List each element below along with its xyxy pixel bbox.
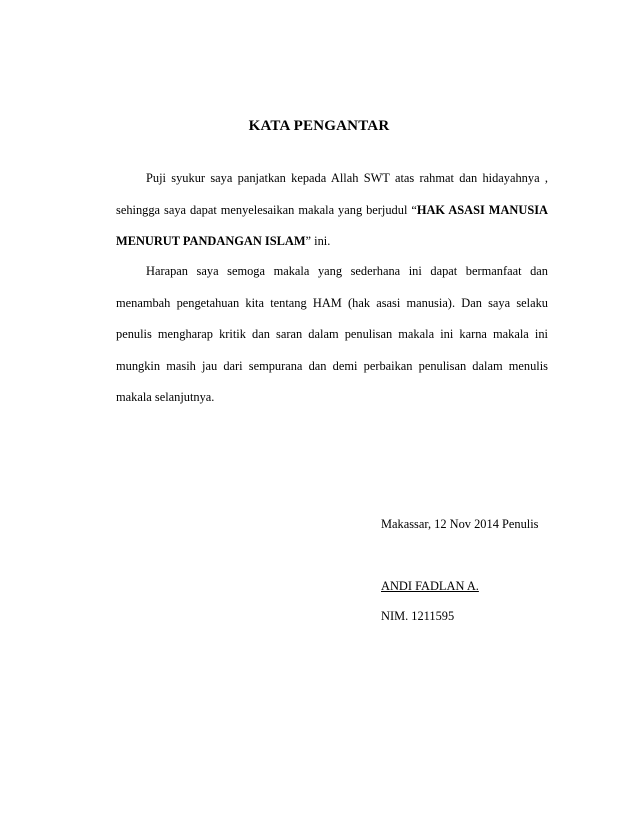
paragraph-1: [116, 163, 548, 258]
signature-name: ANDI FADLAN A.: [381, 579, 479, 593]
signature-nim: NIM. 1211595: [381, 609, 455, 623]
paragraph-1-intro: Puji syukur saya panjatkan kepada Allah SWT atas rahmat dan hidayahnya , sehingga saya dapat menyelesaikan makala yang berjudul “: [116, 171, 548, 217]
page-title: KATA PENGANTAR: [248, 118, 390, 134]
paragraph-1-outro: ” ini.: [305, 234, 331, 248]
paragraph-2-text: Harapan saya semoga makala yang sederhana ini dapat bermanfaat dan menambah pengetahuan kita tentang HAM (hak asasi manusia). Dan saya selaku penulis mengharap kritik dan saran dalam penulisan makala ini karna makala ini mungkin masih jau dari sempurana dan demi perbaikan penulisan dalam menulis makala selanjutnya.: [116, 264, 548, 404]
paper-title-emphasis: HAK ASASI MANUSIA MENURUT PANDANGAN ISLAM: [116, 202, 548, 248]
signature-place-date: Makassar, 12 Nov 2014 Penulis: [381, 517, 539, 531]
paragraph-2: [116, 256, 548, 414]
